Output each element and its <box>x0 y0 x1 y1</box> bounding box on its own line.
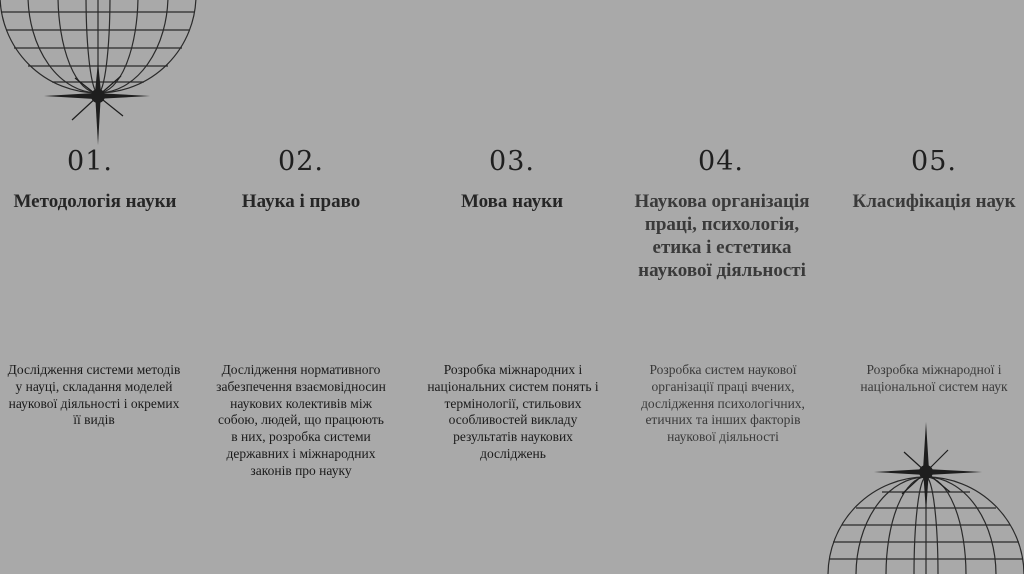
globe-top-left-icon <box>0 0 200 150</box>
item-number: 05. <box>911 146 957 177</box>
item-title: Класифікація наук <box>852 191 1016 212</box>
item-title: Наукова організація праці, психологія, етика і естетика наукової діяльності <box>634 191 810 281</box>
item-number: 03. <box>489 146 535 177</box>
item-number: 01. <box>67 146 113 177</box>
item-description: Розробка систем наукової організації праці вчених, дослідження психологічних, етичних та інших факторів наукової діяльності <box>641 362 805 445</box>
item-description: Розробка міжнародної і національної систем наук <box>860 362 1008 394</box>
globe-bottom-right-icon <box>822 420 1024 574</box>
item-description: Дослідження системи методів у науці, складання моделей наукової діяльності і окремих її видів <box>7 362 181 428</box>
item-title: Методологія науки <box>13 191 177 212</box>
item-number: 04. <box>698 146 744 177</box>
item-title: Наука і право <box>241 191 361 212</box>
item-description: Дослідження нормативного забезпечення взаємовідносин наукових колективів між собою, людей, що працюють в них, розробка системи державних і міжнародних законів про науку <box>216 362 386 478</box>
item-title: Мова науки <box>460 191 564 212</box>
item-description: Розробка міжнародних і національних систем понять і термінології, стильових особливостей викладу результатів наукових досліджень <box>427 362 599 461</box>
item-number: 02. <box>278 146 324 177</box>
